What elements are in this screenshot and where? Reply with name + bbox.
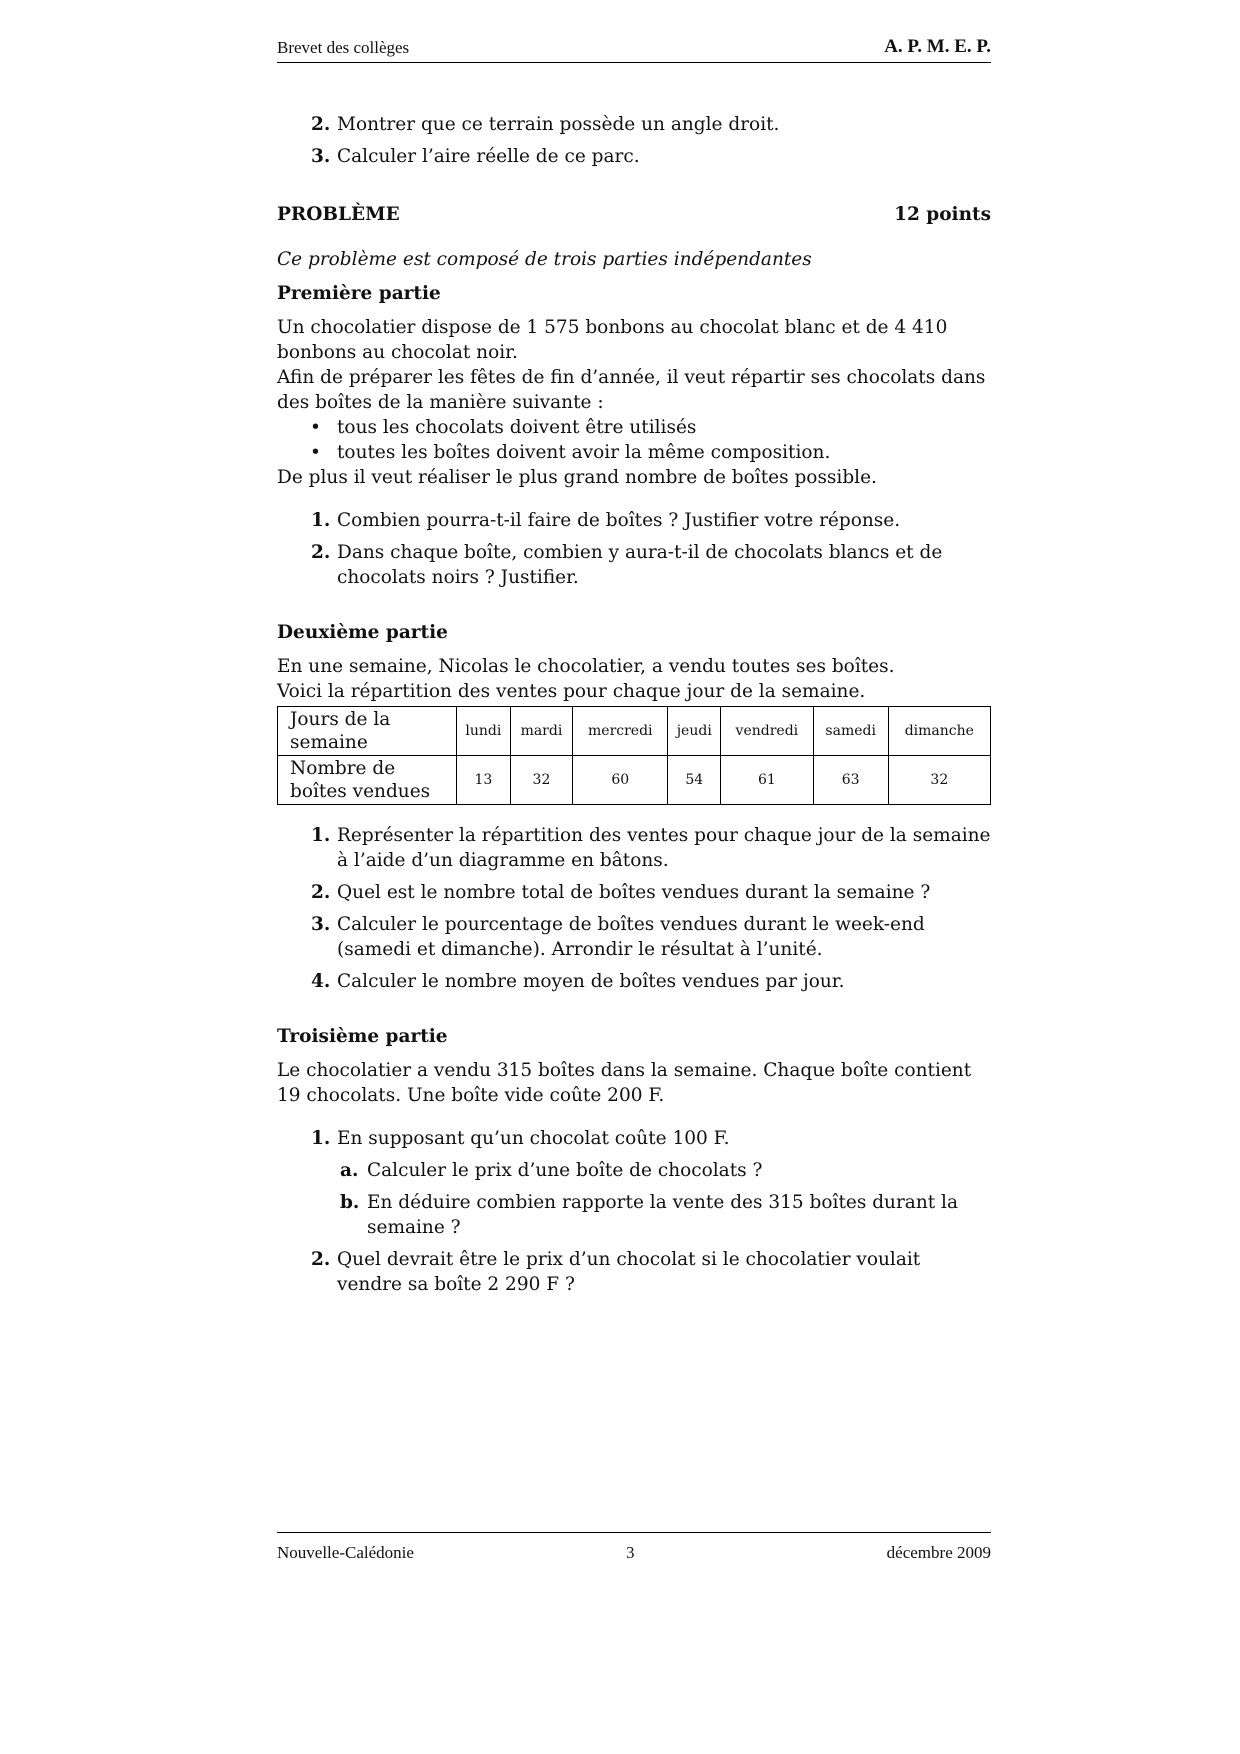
question: 1. En supposant qu’un chocolat coûte 100 F.: [311, 1128, 730, 1149]
question: 3. Calculer l’aire réelle de ce parc.: [311, 146, 640, 167]
table-row: [278, 756, 991, 805]
page-number: 3: [626, 1543, 635, 1562]
table-cell: mercredi: [573, 707, 668, 756]
table-cell: vendredi: [721, 707, 814, 756]
question: 2. Quel devrait être le prix d’un chocolat si le chocolatier voulait vendre sa boîte 2 290 F ?: [311, 1249, 921, 1295]
paragraph: Afin de préparer les fêtes de fin d’année, il veut répartir ses chocolats dans des boîtes de la manière suivante :: [277, 367, 986, 413]
problem-heading: [277, 202, 991, 227]
table-cell: 54: [668, 756, 721, 805]
problem-points: 12 points: [894, 204, 991, 225]
bullet-list: [277, 415, 991, 465]
page-body: [277, 112, 991, 1297]
question: 3. Calculer le pourcentage de boîtes vendues durant le week-end (samedi et dimanche). Arrondir le résultat à l’unité.: [311, 914, 925, 960]
question: 4. Calculer le nombre moyen de boîtes vendues par jour.: [311, 971, 845, 992]
table-cell: 32: [888, 756, 990, 805]
header-right: A. P. M. E. P.: [884, 36, 991, 57]
paragraph: De plus il veut réaliser le plus grand nombre de boîtes possible.: [277, 467, 877, 488]
page-footer: [277, 1532, 991, 1573]
section-title: Troisième partie: [277, 1026, 448, 1047]
table-cell: 32: [510, 756, 572, 805]
problem-title: PROBLÈME: [277, 204, 400, 225]
sub-question: a. Calculer le prix d’une boîte de chocolats ?: [340, 1160, 763, 1181]
table-cell: dimanche: [888, 707, 990, 756]
list-item: • tous les chocolats doivent être utilisés: [337, 415, 991, 440]
page-header: [277, 36, 991, 63]
paragraph: En une semaine, Nicolas le chocolatier, a vendu toutes ses boîtes.: [277, 656, 895, 677]
paragraph: Le chocolatier a vendu 315 boîtes dans la semaine. Chaque boîte contient 19 chocolats. Une boîte vide coûte 200 F.: [277, 1060, 972, 1106]
question: 1. Combien pourra-t-il faire de boîtes ? Justifier votre réponse.: [311, 510, 901, 531]
list-item: • toutes les boîtes doivent avoir la même composition.: [337, 440, 991, 465]
section-title: Première partie: [277, 283, 441, 304]
table-row-label: Jours de la semaine: [278, 707, 457, 756]
table-cell: jeudi: [668, 707, 721, 756]
table-row-label: Nombre de boîtes vendues: [278, 756, 457, 805]
question: 2. Dans chaque boîte, combien y aura-t-il de chocolats blancs et de chocolats noirs ? Justifier.: [311, 542, 943, 588]
table-cell: mardi: [510, 707, 572, 756]
question: 2. Quel est le nombre total de boîtes vendues durant la semaine ?: [311, 882, 931, 903]
table-cell: samedi: [813, 707, 888, 756]
paragraph: Voici la répartition des ventes pour chaque jour de la semaine.: [277, 681, 866, 702]
table-cell: 63: [813, 756, 888, 805]
table-cell: 61: [721, 756, 814, 805]
sub-question: b. En déduire combien rapporte la vente des 315 boîtes durant la semaine ?: [340, 1192, 959, 1238]
sales-table: [277, 706, 991, 805]
section-title: Deuxième partie: [277, 622, 448, 643]
question: 2. Montrer que ce terrain possède un angle droit.: [311, 114, 780, 135]
table-cell: 60: [573, 756, 668, 805]
table-row: [278, 707, 991, 756]
footer-left: Nouvelle-Calédonie: [277, 1543, 414, 1562]
table-cell: lundi: [457, 707, 511, 756]
problem-intro: Ce problème est composé de trois parties indépendantes: [277, 249, 812, 270]
table-cell: 13: [457, 756, 511, 805]
header-left: Brevet des collèges: [277, 38, 410, 57]
paragraph: Un chocolatier dispose de 1 575 bonbons au chocolat blanc et de 4 410 bonbons au chocolat noir.: [277, 317, 948, 363]
footer-right: décembre 2009: [886, 1543, 991, 1562]
question: 1. Représenter la répartition des ventes pour chaque jour de la semaine à l’aide d’un diagramme en bâtons.: [311, 825, 991, 871]
